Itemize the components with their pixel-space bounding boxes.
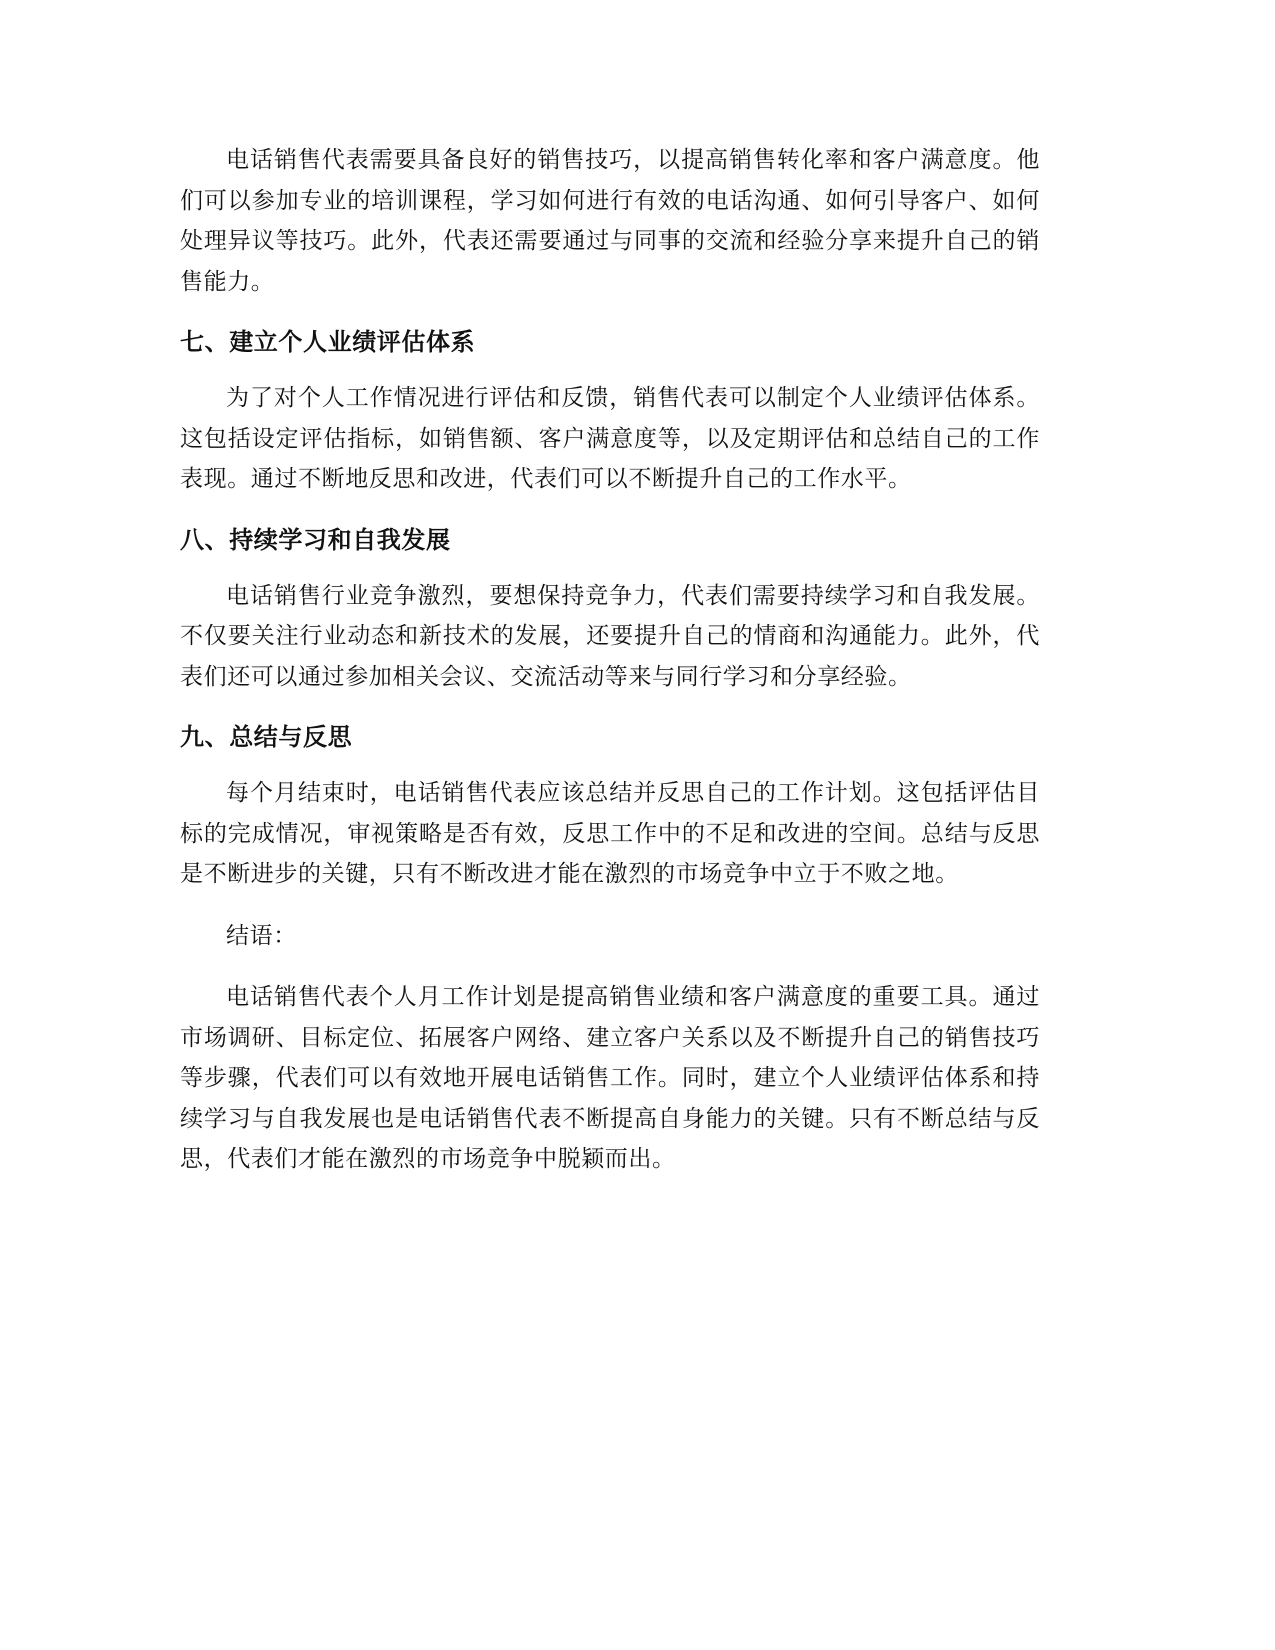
paragraph-continuous-learning: 电话销售行业竞争激烈，要想保持竞争力，代表们需要持续学习和自我发展。不仅要关注行业动态和新技术的发展，还要提升自己的情商和沟通能力。此外，代表们还可以通过参加相关会议、交流活动等来与同行学习和分享经验。 xyxy=(180,582,1040,690)
paragraph-sales-skills: 电话销售代表需要具备良好的销售技巧，以提高销售转化率和客户满意度。他们可以参加专业的培训课程，学习如何进行有效的电话沟通、如何引导客户、如何处理异议等技巧。此外，代表还需要通过与同事的交流和经验分享来提升自己的销售能力。 xyxy=(180,147,1040,295)
section-heading-summary-reflection: 九、总结与反思 xyxy=(180,723,353,751)
section-heading-continuous-learning: 八、持续学习和自我发展 xyxy=(180,525,451,554)
document-page xyxy=(180,140,1040,1180)
paragraph-summary-reflection: 每个月结束时，电话销售代表应该总结并反思自己的工作计划。这包括评估目标的完成情况，审视策略是否有效，反思工作中的不足和改进的空间。总结与反思是不断进步的关键，只有不断改进才能在激烈的市场竞争中立于不败之地。 xyxy=(180,780,1040,887)
paragraph-performance-evaluation: 为了对个人工作情况进行评估和反馈，销售代表可以制定个人业绩评估体系。这包括设定评估指标，如销售额、客户满意度等，以及定期评估和总结自己的工作表现。通过不断地反思和改进，代表们可以不断提升自己的工作水平。 xyxy=(180,385,1040,492)
paragraph-conclusion: 电话销售代表个人月工作计划是提高销售业绩和客户满意度的重要工具。通过市场调研、目标定位、拓展客户网络、建立客户关系以及不断提升自己的销售技巧等步骤，代表们可以有效地开展电话销售工作。同时，建立个人业绩评估体系和持续学习与自我发展也是电话销售代表不断提高自身能力的关键。只有不断总结与反思，代表们才能在激烈的市场竞争中脱颖而出。 xyxy=(180,984,1040,1172)
section-heading-performance-evaluation: 七、建立个人业绩评估体系 xyxy=(180,328,476,356)
paragraph-conclusion-label: 结语： xyxy=(226,922,297,949)
